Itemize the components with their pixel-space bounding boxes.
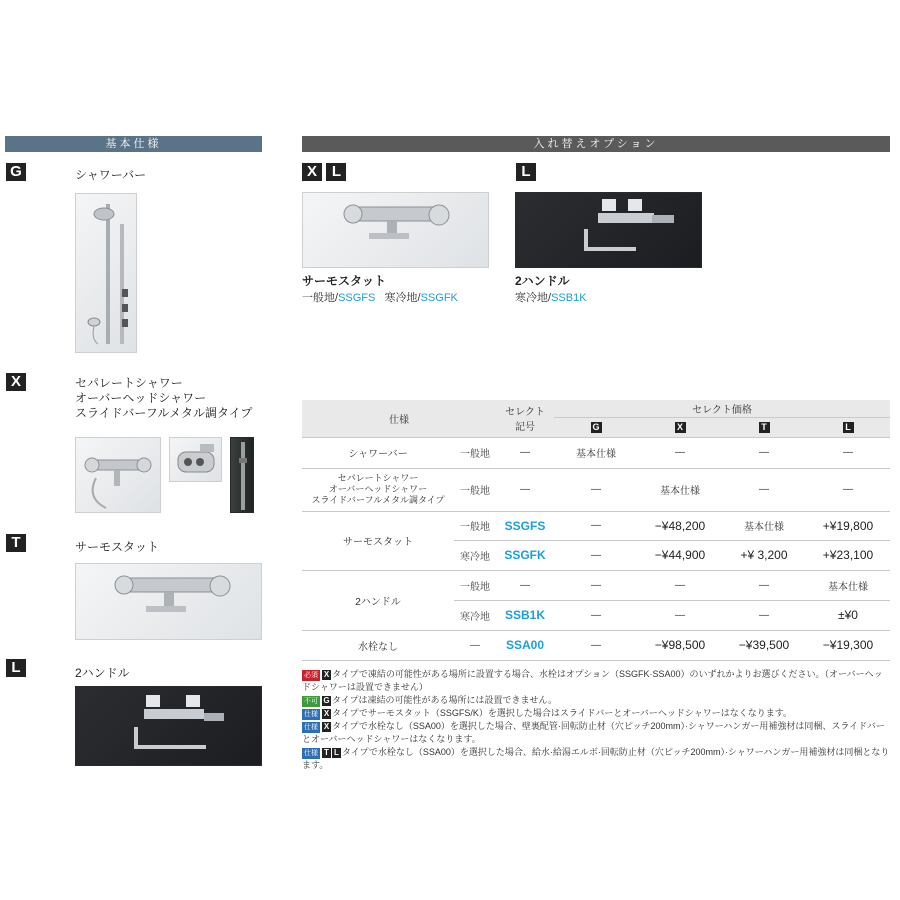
option-thermostat-photo — [302, 192, 489, 268]
table-row: 2ハンドル 一般地 — — — — 基本仕様 — [302, 570, 890, 600]
note-1: 必須 X タイプで凍結の可能性がある場所に設置する場合、水栓はオプション（SSGFK·SSA00）のいずれかよりお選びください。（オーバーヘッドシャワーは設置できません） — [302, 669, 883, 692]
two-handle-photo — [75, 686, 262, 766]
two-handle-faucet-icon — [76, 687, 263, 767]
table-row: セパレートシャワー オーバーヘッドシャワー スライドバーフルメタル調タイプ 一般地 — — 基本仕様 — — — [302, 468, 890, 511]
note-2: 不可 G タイプは凍結の可能性がある場所には設置できません。 — [304, 695, 558, 705]
table-row: シャワーバー 一般地 — 基本仕様 — — — — [302, 437, 890, 468]
note-3: 仕様 X タイプでサーモスタット（SSGFS/K）を選択した場合はスライドバーとオーバーヘッドシャワーはなくなります。 — [304, 708, 793, 718]
thermostat-faucet-icon — [76, 564, 263, 641]
code-ssb1k: SSB1K — [551, 292, 587, 304]
slide-bar-photo — [230, 437, 254, 513]
note-4: 仕様 X タイプで水栓なし（SSA00）を選択した場合、壁裏配管·回転防止材（穴ピッチ200mm）·シャワーハンガー用補強材は同梱、スライドバーとオーバーヘッドシャワーはなくなります。 — [302, 721, 885, 744]
t-badge: T — [6, 534, 26, 552]
code-ssgfk: SSGFK — [420, 292, 458, 304]
l-title: 2ハンドル — [75, 666, 130, 680]
header-select: セレクト 記号 — [496, 400, 554, 437]
option-thermo-codes: 一般地/SSGFS 寒冷地/SSGFK — [302, 292, 458, 304]
price-table — [302, 400, 890, 661]
table-row: 水栓なし — SSA00 — −¥98,500 −¥39,500 −¥19,300 — [302, 630, 890, 660]
option-two-handle-icon — [516, 193, 703, 269]
faucet-icon — [76, 438, 162, 514]
overhead-shower-photo — [169, 437, 222, 482]
option-l-badge: L — [326, 163, 346, 181]
notes — [302, 668, 890, 772]
shower-bar-photo — [75, 193, 137, 353]
col-t: T — [722, 417, 806, 437]
col-x: X — [638, 417, 722, 437]
option-x-badge: X — [302, 163, 322, 181]
t-title: サーモスタット — [75, 540, 160, 554]
option-l2-badge: L — [516, 163, 536, 181]
col-g: G — [554, 417, 638, 437]
option-two-handle-photo — [515, 192, 702, 268]
option-thermo-title: サーモスタット — [302, 274, 387, 288]
header-spec: 仕様 — [302, 400, 496, 437]
code-ssgfs: SSGFS — [338, 292, 376, 304]
thermostat-photo — [75, 563, 262, 640]
l-badge: L — [6, 659, 26, 677]
basic-spec-header: 基本仕様 — [5, 136, 262, 152]
option-thermo-badges — [302, 163, 346, 181]
shower-head-icon — [170, 438, 223, 483]
g-title: シャワーバー — [75, 168, 147, 182]
option-twoh-code: 寒冷地/SSB1K — [515, 292, 587, 304]
shower-bar-icon — [76, 194, 138, 354]
note-5: 仕様 T L タイプで水栓なし（SSA00）を選択した場合、給水·給湯エルボ·回転防止材（穴ピッチ200mm）·シャワーハンガー用補強材は同梱となります。 — [302, 747, 890, 770]
table-row: サーモスタット 一般地 SSGFS — −¥48,200 基本仕様 +¥19,800 — [302, 511, 890, 540]
header-price: セレクト価格 — [554, 400, 890, 417]
x-badge: X — [6, 373, 26, 391]
table-row: 寒冷地 SSB1K — — — ±¥0 — [302, 600, 890, 630]
x-title: セパレートシャワー オーバーヘッドシャワー スライドバーフルメタル調タイプ — [75, 376, 253, 420]
option-thermostat-icon — [303, 193, 490, 269]
separate-shower-photo — [75, 437, 161, 513]
table-row: 寒冷地 SSGFK — −¥44,900 +¥ 3,200 +¥23,100 — [302, 540, 890, 570]
col-l: L — [806, 417, 890, 437]
option-twoh-title: 2ハンドル — [515, 274, 570, 288]
slide-bar-icon — [231, 438, 255, 514]
g-badge: G — [6, 163, 26, 181]
option-header: 入れ替えオプション — [302, 136, 890, 152]
